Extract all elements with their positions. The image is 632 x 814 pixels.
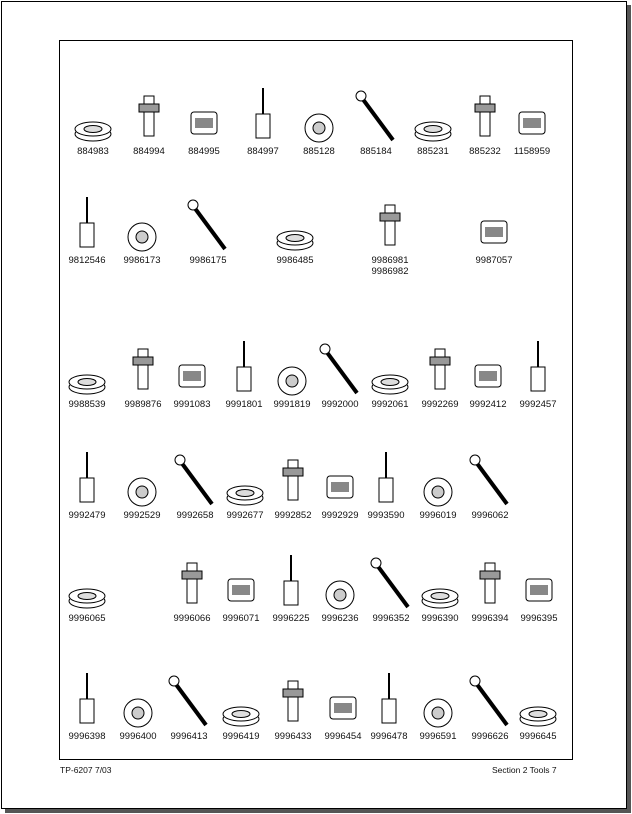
tool-illustration-icon — [115, 448, 169, 512]
tool-illustration-icon — [313, 551, 367, 615]
section-page-label: Section 2 Tools 7 — [492, 765, 557, 775]
tool-illustration-icon — [66, 84, 120, 148]
tool-part-number: 884994 — [133, 146, 165, 157]
tool-part-number: 9996062 — [471, 510, 509, 521]
tool-part-number: 9996395 — [520, 613, 558, 624]
tool-item — [232, 84, 294, 194]
tool-part-number: 9996454 — [324, 731, 362, 742]
tool-illustration-icon — [60, 193, 114, 257]
tool-part-number: 885128 — [303, 146, 335, 157]
tool-part-number: 9992269 — [421, 399, 459, 410]
tool-item — [501, 84, 563, 194]
tool-part-number: 9992658 — [176, 510, 214, 521]
tool-part-number: 884997 — [247, 146, 279, 157]
tool-illustration-icon — [505, 84, 559, 148]
tool-part-number: 9996019 — [419, 510, 457, 521]
tool-item — [111, 193, 173, 303]
tool-part-number: 9996419 — [222, 731, 260, 742]
tool-illustration-icon — [177, 84, 231, 148]
tool-illustration-icon — [292, 84, 346, 148]
tool-illustration-icon — [463, 448, 517, 512]
tool-part-number: 9996352 — [372, 613, 410, 624]
tool-illustration-icon — [411, 669, 465, 733]
tool-item — [56, 193, 118, 303]
tool-part-number: 9991083 — [173, 399, 211, 410]
tool-illustration-icon — [60, 551, 114, 615]
tool-illustration-icon — [511, 337, 565, 401]
tool-part-number: 9996398 — [68, 731, 106, 742]
tool-part-number: 1158959 — [513, 146, 551, 157]
tool-illustration-icon — [60, 337, 114, 401]
tool-illustration-icon — [268, 193, 322, 257]
tool-item — [173, 84, 235, 194]
tool-part-number: 9991819 — [273, 399, 311, 410]
tool-part-number: 9996413 — [170, 731, 208, 742]
tool-illustration-icon — [467, 193, 521, 257]
tool-part-number: 9992061 — [371, 399, 409, 410]
tool-illustration-icon — [511, 669, 565, 733]
tool-illustration-icon — [162, 669, 216, 733]
tool-part-number: 9986175 — [189, 255, 227, 266]
tool-part-number: 9996433 — [274, 731, 312, 742]
tool-illustration-icon — [363, 193, 417, 257]
tool-part-number: 9996645 — [519, 731, 557, 742]
tool-part-number: 9992929 — [321, 510, 359, 521]
tool-part-number: 9987057 — [475, 255, 513, 266]
tool-part-number: 9992000 — [321, 399, 359, 410]
tool-item — [463, 193, 525, 303]
tool-part-number: 9812546 — [68, 255, 106, 266]
tool-item — [62, 84, 124, 194]
tool-illustration-icon — [181, 193, 235, 257]
tool-part-number: 9993590 — [367, 510, 405, 521]
tool-part-number: 9996390 — [421, 613, 459, 624]
tool-item — [508, 551, 570, 661]
tool-part-number: 9986173 — [123, 255, 161, 266]
tool-part-number: 9996225 — [272, 613, 310, 624]
tool-part-number: 884995 — [188, 146, 220, 157]
tool-part-number: 9996626 — [471, 731, 509, 742]
tool-part-number: 9989876 — [124, 399, 162, 410]
tool-part-number: 884983 — [77, 146, 109, 157]
tool-item — [459, 448, 521, 558]
tool-item — [507, 669, 569, 779]
tool-illustration-icon — [359, 448, 413, 512]
tool-part-number: 9992479 — [68, 510, 106, 521]
tool-part-number: 9986485 — [276, 255, 314, 266]
tool-illustration-icon — [111, 669, 165, 733]
tool-item — [56, 551, 118, 661]
tool-part-number: 9992457 — [519, 399, 557, 410]
tool-part-number: 9996394 — [471, 613, 509, 624]
tool-part-number: 885184 — [360, 146, 392, 157]
tool-part-number: 9986981 9986982 — [371, 255, 409, 277]
tool-illustration-icon — [349, 84, 403, 148]
tool-illustration-icon — [236, 84, 290, 148]
tool-illustration-icon — [122, 84, 176, 148]
tool-item — [56, 448, 118, 558]
tool-item — [118, 84, 180, 194]
tool-part-number: 9996478 — [370, 731, 408, 742]
tool-illustration-icon — [165, 337, 219, 401]
tool-part-number: 9988539 — [68, 399, 106, 410]
tool-part-number: 885232 — [469, 146, 501, 157]
tool-illustration-icon — [411, 448, 465, 512]
tool-illustration-icon — [214, 669, 268, 733]
tool-part-number: 9996071 — [222, 613, 260, 624]
tool-illustration-icon — [406, 84, 460, 148]
tool-part-number: 9996065 — [68, 613, 106, 624]
tool-item — [56, 337, 118, 447]
tool-item — [288, 84, 350, 194]
tool-item — [264, 193, 326, 303]
tool-item — [345, 84, 407, 194]
tool-illustration-icon — [60, 669, 114, 733]
tool-part-number: 9996400 — [119, 731, 157, 742]
tool-illustration-icon — [512, 551, 566, 615]
document-id: TP-6207 7/03 — [60, 765, 112, 775]
tool-part-number: 9992412 — [469, 399, 507, 410]
tool-item — [359, 193, 421, 303]
tool-illustration-icon — [115, 193, 169, 257]
tool-part-number: 9996066 — [173, 613, 211, 624]
tool-part-number: 9996236 — [321, 613, 359, 624]
tool-part-number: 9991801 — [225, 399, 263, 410]
tool-part-number: 9992529 — [123, 510, 161, 521]
tool-part-number: 9992677 — [226, 510, 264, 521]
tool-item — [507, 337, 569, 447]
tool-illustration-icon — [60, 448, 114, 512]
tool-part-number: 9996591 — [419, 731, 457, 742]
tool-part-number: 885231 — [417, 146, 449, 157]
tool-item — [177, 193, 239, 303]
tool-part-number: 9992852 — [274, 510, 312, 521]
